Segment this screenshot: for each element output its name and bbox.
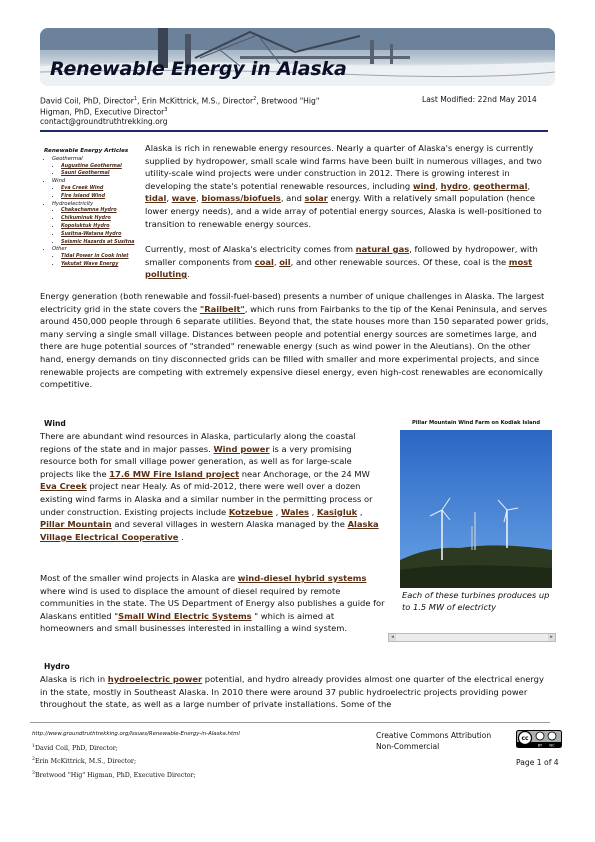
link-geothermal[interactable]: geothermal bbox=[473, 180, 528, 191]
link-wind-power[interactable]: Wind power bbox=[213, 443, 270, 454]
link-coal[interactable]: coal bbox=[254, 256, 274, 267]
link-kotzebue[interactable]: Kotzebue bbox=[228, 506, 273, 517]
link-pillar-mountain[interactable]: Pillar Mountain bbox=[40, 519, 112, 530]
link-most-polluting[interactable]: most polluting bbox=[145, 256, 533, 280]
author-3-cont: Higman, PhD, Executive Director bbox=[40, 107, 165, 117]
sidebar-link[interactable]: Tidal Power in Cook Inlet bbox=[61, 254, 129, 260]
link-solar[interactable]: solar bbox=[304, 193, 328, 204]
link-kasigluk[interactable]: Kasigluk bbox=[316, 506, 358, 517]
sidebar-item bbox=[61, 231, 144, 239]
intro-paragraph: Alaska is rich in renewable energy resources. Nearly a quarter of Alaska's energy is currently supplied by hydropower, small scale wind farms have been built in numerous villages, and two utility-scale wind projects were under construction in 2012. There is growing interest in developing the state's potential renewable resources, including wind, hydro, geothermal, tidal, wave, biomass/biofuels, and solar energy. With a relatively small population (hence lower energy needs), and a wide array of potential energy sources, Alaska is well-positioned to transition to renewable energy sources. bbox=[145, 143, 542, 229]
wind-farm-photo bbox=[400, 430, 552, 588]
link-natural-gas[interactable]: natural gas bbox=[355, 244, 410, 254]
link-wind[interactable]: wind bbox=[412, 180, 436, 191]
footnote-ref: 3 bbox=[164, 107, 168, 114]
scroll-right-icon[interactable]: ▸ bbox=[548, 634, 555, 641]
sidebar-group-label: Wind bbox=[52, 178, 66, 185]
link-biomass[interactable]: biomass/biofuels bbox=[201, 193, 281, 204]
sidebar-item bbox=[61, 185, 144, 193]
sidebar-item bbox=[61, 170, 144, 178]
sidebar-item bbox=[61, 261, 144, 269]
sidebar-link[interactable]: Sauni Geothermal bbox=[61, 171, 110, 177]
sidebar-group bbox=[52, 201, 144, 247]
link-eva-creek[interactable]: Eva Creek bbox=[40, 481, 87, 492]
link-small-wind-guide[interactable]: Small Wind Electric Systems bbox=[118, 610, 252, 621]
author-block bbox=[40, 95, 385, 127]
cc-license-icon bbox=[516, 730, 562, 748]
sidebar-item bbox=[61, 193, 144, 201]
wind-heading: Wind bbox=[44, 419, 66, 428]
sidebar-group bbox=[52, 246, 144, 268]
link-avec[interactable]: Alaska Village Electrical Cooperative bbox=[40, 519, 379, 542]
sidebar-link[interactable]: Fire Island Wind bbox=[61, 193, 106, 199]
footer-divider bbox=[30, 722, 550, 723]
cc-nc-label: NC bbox=[549, 743, 555, 748]
sidebar-group-label: Other bbox=[52, 246, 67, 253]
current-paragraph: Currently, most of Alaska's electricity comes from natural gas, followed by hydropower, with smaller components from coal, oil, and other renewable sources. Of these, coal is the most polluting. bbox=[145, 244, 538, 280]
contact-email[interactable]: contact@groundtruthtrekking.org bbox=[40, 117, 168, 127]
hydro-paragraph: Alaska is rich in hydroelectric power potential, and hydro already provides almost one quarter of the electrical energy in the state, mostly in Southeast Alaska. In 2010 there were around 37 public hydroelectric projects providing power throughout the state, as well as a large number of private installations. Some of the bbox=[40, 674, 544, 710]
footnote-ref: 1 bbox=[133, 96, 138, 102]
link-wales[interactable]: Wales bbox=[280, 506, 309, 517]
sidebar-item bbox=[61, 163, 144, 171]
author-3: , Bretwood "Hig" bbox=[256, 96, 320, 106]
link-railbelt[interactable]: "Railbelt" bbox=[199, 303, 245, 314]
author-2: , Erin McKittrick, M.S., Director bbox=[137, 96, 254, 106]
page-title: Renewable Energy in Alaska bbox=[50, 58, 347, 80]
sidebar-articles bbox=[44, 148, 144, 269]
license-text: Creative Commons Attribution Non-Commercial bbox=[376, 731, 492, 751]
footnote-3: $^3$Bretwood "Hig" Higman, PhD, Executive Director; bbox=[32, 770, 196, 779]
sidebar-group-label: Geothermal bbox=[52, 155, 83, 162]
sidebar-item bbox=[61, 215, 144, 223]
sidebar-link[interactable]: Kopoluktuk Hydro bbox=[61, 223, 110, 229]
header-banner bbox=[40, 28, 555, 86]
sidebar-group bbox=[52, 178, 144, 200]
sidebar-link[interactable]: Augustine Geothermal bbox=[61, 163, 122, 169]
footnote-ref: 2 bbox=[253, 96, 257, 102]
sidebar-link[interactable]: Yakutat Wave Energy bbox=[61, 261, 119, 267]
hydro-heading: Hydro bbox=[44, 662, 70, 671]
sidebar-title: Renewable Energy Articles bbox=[44, 148, 129, 154]
sidebar-list bbox=[44, 156, 144, 269]
link-hydroelectric-power[interactable]: hydroelectric power bbox=[107, 674, 203, 684]
link-hydro[interactable]: hydro bbox=[440, 180, 468, 191]
author-1: David Coil, PhD, Director bbox=[40, 96, 134, 106]
sidebar-link[interactable]: Seismic Hazards at Susitna bbox=[61, 239, 135, 245]
link-fire-island[interactable]: 17.6 MW Fire Island project bbox=[109, 468, 240, 479]
sidebar-item bbox=[61, 239, 144, 247]
link-tidal[interactable]: tidal bbox=[145, 193, 167, 204]
sidebar-link[interactable]: Chikuminuk Hydro bbox=[61, 216, 111, 222]
cc-logo-text: cc bbox=[521, 735, 529, 743]
wind-paragraph-1: There are abundant wind resources in Alaska, particularly along the coastal regions of the state and in major passes. Wind power is a very promising resource both for small village power generation, as well as for large-scale projects like the 17.6 MW Fire Island project near Anchorage, or the 24 MW Eva Creek project near Healy. As of mid-2012, there were well over a dozen existing wind farms in Alaska and a similar number in the permitting process or under construction. Existing projects include Kotzebue , Wales , Kasigluk , Pillar Mountain and several villages in western Alaska managed by the Alaska Village Electrical Cooperative . bbox=[40, 431, 379, 542]
source-url[interactable]: http://www.groundtruthtrekking.org/Issues/Renewable-Energy-in-Alaska.html bbox=[32, 731, 240, 737]
sidebar-link[interactable]: Chakachamna Hydro bbox=[61, 208, 117, 214]
link-wind-diesel[interactable]: wind-diesel hybrid systems bbox=[237, 573, 367, 583]
wind-paragraph-2: Most of the smaller wind projects in Alaska are wind-diesel hybrid systems where wind is used to displace the amount of diesel required by remote communities in the state. The US Department of Energy also publishes a guide for Alaskans entitled "Small Wind Electric Systems " which is aimed at homeowners and small businesses interested in installing a wind system. bbox=[40, 573, 385, 634]
sidebar-item bbox=[61, 207, 144, 215]
sidebar-group-label: Hydroelectricity bbox=[52, 200, 94, 207]
page-number: Page 1 of 4 bbox=[516, 758, 559, 767]
link-oil[interactable]: oil bbox=[279, 256, 291, 267]
link-wave[interactable]: wave bbox=[171, 193, 197, 204]
footnotes bbox=[32, 741, 196, 781]
sidebar-group bbox=[52, 156, 144, 178]
footnote-1: $^1$David Coil, PhD, Director; bbox=[32, 744, 118, 753]
sidebar-item bbox=[61, 223, 144, 231]
photo-scrollbar[interactable] bbox=[388, 633, 556, 642]
last-modified: Last Modified: 22nd May 2014 bbox=[422, 95, 537, 104]
sidebar-link[interactable]: Susitna-Watana Hydro bbox=[61, 231, 122, 237]
photo-caption: Each of these turbines produces up to 1.5 MW of electricty bbox=[402, 590, 550, 613]
cc-by-label: BY bbox=[537, 743, 543, 748]
footnote-2: $^2$Erin McKittrick, M.S., Director; bbox=[32, 757, 137, 766]
challenges-paragraph: Energy generation (both renewable and fossil-fuel-based) presents a number of unique challenges in Alaska. The largest electricity grid in the state covers the "Railbelt", which runs from Fairbanks to the tip of the Kenai Peninsula, and serves around 450,000 people through 6 separate utilities. Beyond that, the state houses more than 150 separated power grids, many serving a single small village. Distances between people and potential energy sources are sometimes large, and there are huge potential sources of "stranded" renewable energy (such as wind power in the Aleutians). On the other hand, energy demands on tiny disconnected grids can be filled with smaller and more experimental projects, and since renewable projects are competing with extremely expensive diesel energy, even high-cost renewables are economically competitive. bbox=[40, 291, 549, 390]
sidebar-link[interactable]: Eva Creek Wind bbox=[61, 185, 104, 191]
photo-title: Pillar Mountain Wind Farm on Kodiak Island bbox=[411, 420, 541, 426]
sidebar-item bbox=[61, 253, 144, 261]
scroll-left-icon[interactable]: ◂ bbox=[389, 634, 396, 641]
header-divider bbox=[40, 130, 548, 132]
